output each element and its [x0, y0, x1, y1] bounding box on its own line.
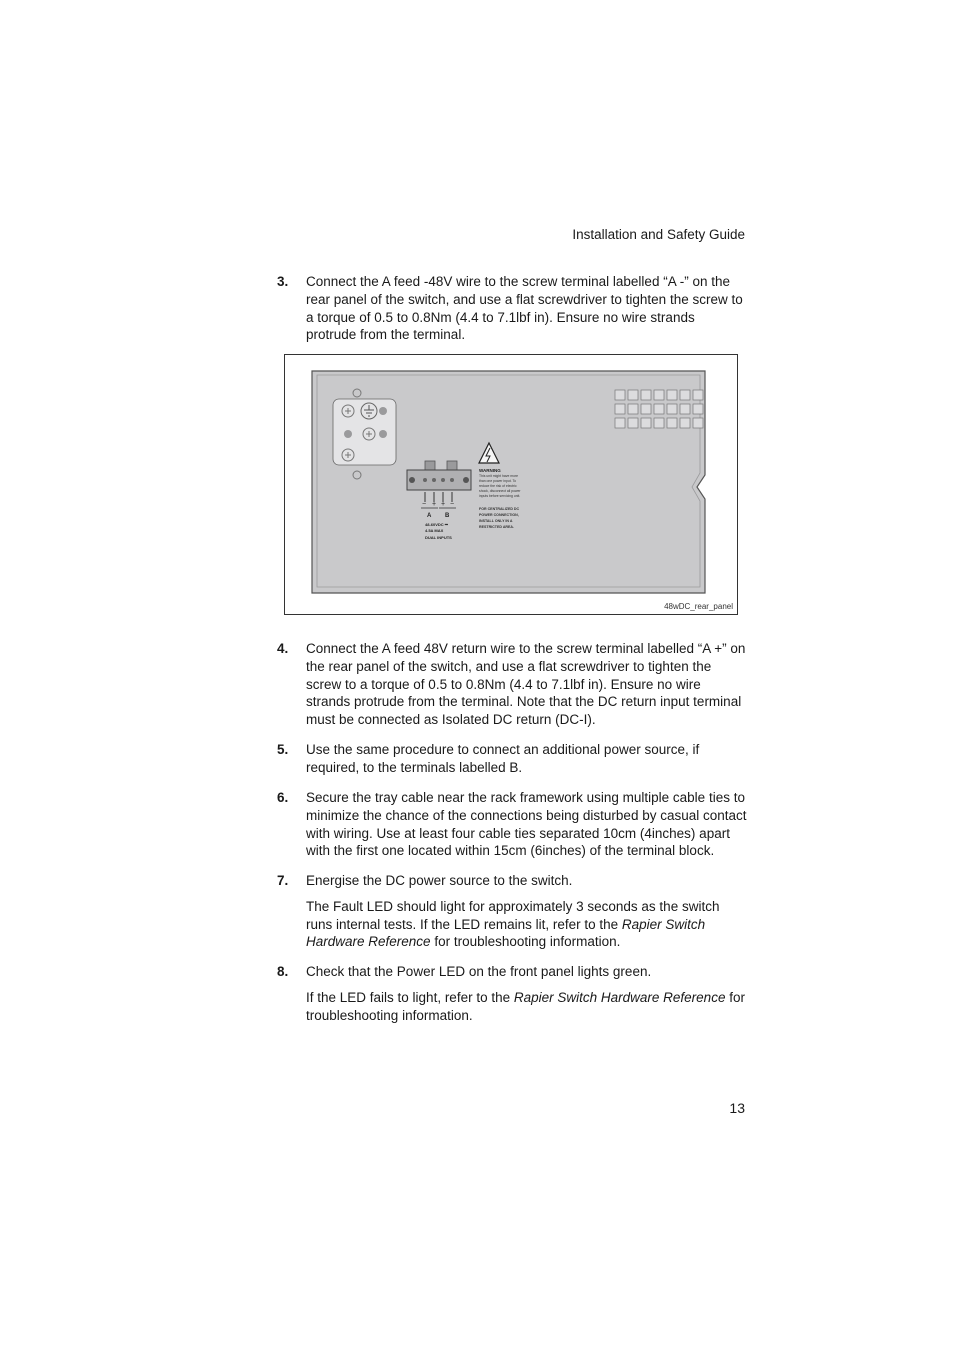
step-6 [277, 789, 747, 860]
figure-caption: 48wDC_rear_panel [664, 602, 733, 611]
step-number: 7. [277, 873, 289, 888]
step-text: Use the same procedure to connect an additional power source, if required, to the terminals labelled B. [306, 742, 700, 775]
warning-line: reduce the risk of electric [479, 484, 517, 488]
terminal-label-b: B [445, 513, 450, 519]
running-header: Installation and Safety Guide [572, 227, 745, 242]
step-note: The Fault LED should light for approximately 3 seconds as the switch runs internal tests. If the LED remains lit, refer to the Rapier Switch Hardware Reference for troubleshooting information. [306, 898, 720, 950]
vent-grid [615, 390, 703, 428]
rating-line: DUAL INPUTS [425, 535, 452, 540]
step-note: If the LED fails to light, refer to the Rapier Switch Hardware Reference for troubleshooting information. [306, 989, 745, 1023]
centralized-line: FOR CENTRALIZED DC [479, 507, 520, 511]
terminal-label-a: A [427, 513, 432, 519]
warning-title: WARNING [479, 468, 501, 473]
step-number: 6. [277, 790, 289, 805]
warning-line: inputs before servicing unit. [479, 494, 521, 498]
step-number: 4. [277, 641, 289, 656]
step-7 [277, 872, 747, 951]
page-number: 13 [729, 1100, 745, 1116]
reference-title: Rapier Switch Hardware Reference [306, 916, 706, 950]
step-text: Energise the DC power source to the switch. [306, 873, 573, 888]
plus-label-b: + [441, 501, 446, 508]
step-number: 8. [277, 964, 289, 979]
warning-line: This unit might have more [479, 474, 519, 478]
step-number: 3. [277, 274, 289, 289]
rear-panel-illustration [285, 355, 737, 614]
minus-label-a: − [422, 501, 427, 508]
step-3 [277, 273, 747, 344]
step-text: Check that the Power LED on the front panel lights green. [306, 964, 652, 979]
step-5 [277, 741, 747, 777]
rating-line: 4.5A MAX [425, 528, 444, 533]
warning-line: shock, disconnect all power [479, 489, 521, 493]
step-4 [277, 640, 747, 729]
centralized-line: INSTALL ONLY IN A [479, 519, 513, 523]
centralized-line: RESTRICTED AREA. [479, 525, 515, 529]
rear-panel-figure [284, 354, 738, 615]
step-8 [277, 963, 747, 1024]
centralized-line: POWER CONNECTION, [479, 513, 519, 517]
minus-label-b: − [450, 501, 455, 508]
step-number: 5. [277, 742, 289, 757]
plus-label-a: + [432, 501, 437, 508]
reference-title: Rapier Switch Hardware Reference [513, 989, 726, 1005]
step-text: Secure the tray cable near the rack framework using multiple cable ties to minimize the chance of the connections being disturbed by casual contact with wiring. Use at least four cable ties separated 10cm (4inches) apart with the first one located within 15cm (6inches) of the terminal block. [306, 790, 747, 859]
warning-line: than one power input. To [479, 479, 517, 483]
rating-line: 48-60VDC ⎓ [425, 522, 448, 527]
step-text: Connect the A feed -48V wire to the screw terminal labelled “A -” on the rear panel of the switch, and use a flat screwdriver to tighten the screw to a torque of 0.5 to 0.8Nm (4.4 to 7.1lbf in). Ensure no wire strands protrude from the terminal. [306, 274, 743, 343]
step-text: Connect the A feed 48V return wire to the screw terminal labelled “A +” on the rear panel of the switch, and use a flat screwdriver to tighten the screw to a torque of 0.5 to 0.8Nm (4.4 to 7.1lbf in). Ensure no wire strands protrude from the terminal. Note that the DC return input terminal must be connected as Isolated DC return (DC-I). [306, 641, 746, 728]
